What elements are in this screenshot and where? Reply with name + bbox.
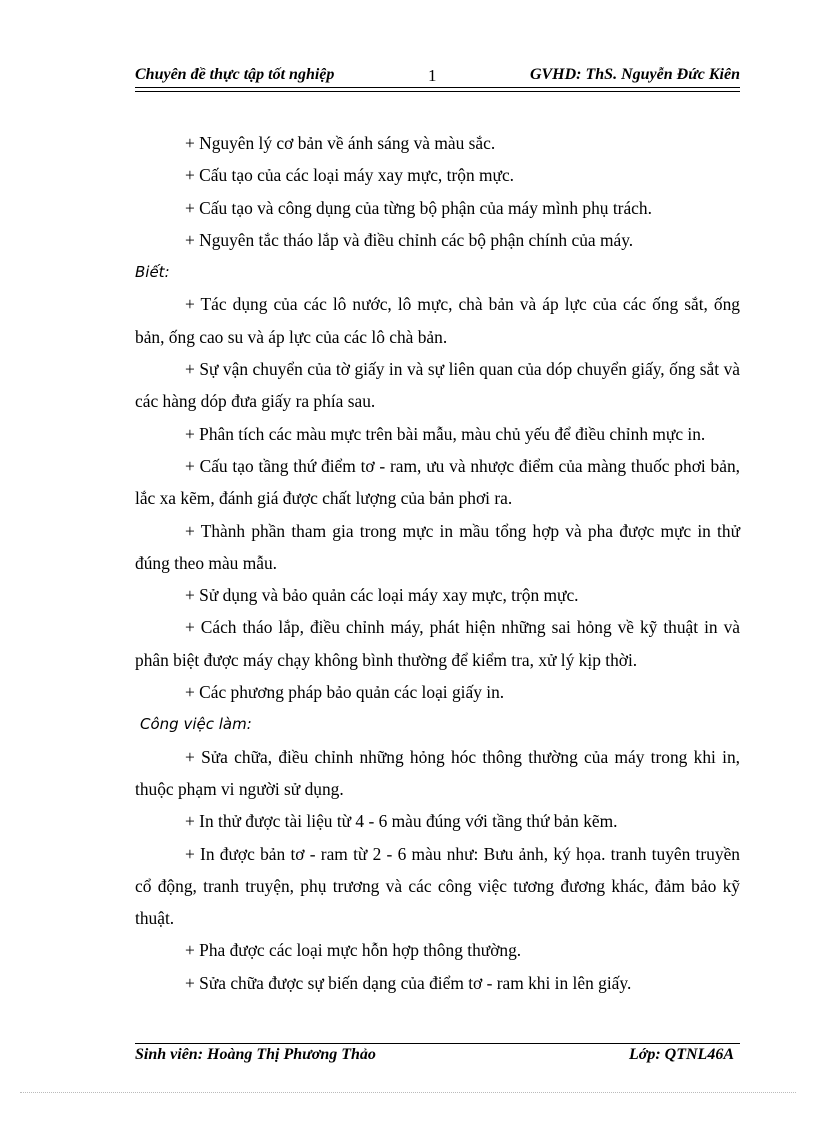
paragraph-item: + Cấu tạo và công dụng của từng bộ phận của máy mình phụ trách.	[185, 197, 652, 218]
paragraph-item: + Sử dụng và bảo quản các loại máy xay mực, trộn mực.	[185, 585, 579, 606]
paragraph-item: + Pha được các loại mực hỗn hợp thông thường.	[185, 940, 522, 961]
document-body	[135, 127, 740, 999]
paragraph-item: + In được bản tơ - ram từ 2 - 6 màu như: Bưu ảnh, ký họa. tranh tuyên truyền cổ động, tranh truyện, phụ trương và các công việc tương đương khác, đảm bảo kỹ thuật.	[135, 843, 740, 929]
section-label-biet: Biết:	[135, 263, 170, 282]
header-advisor: GVHD: ThS. Nguyễn Đức Kiên	[529, 66, 740, 83]
paragraph-item: + Tác dụng của các lô nước, lô mực, chà bản và áp lực của các ống sắt, ống bản, ống cao su và áp lực của các lô chà bản.	[135, 294, 740, 347]
page-number: 1	[428, 66, 437, 85]
footer-class: Lớp: QTNL46A	[628, 1046, 734, 1063]
paragraph-item: + Sự vận chuyển của tờ giấy in và sự liên quan của dóp chuyển giấy, ống sắt và các hàng dóp đưa giấy ra phía sau.	[135, 359, 740, 412]
paragraph-item: + Sửa chữa được sự biến dạng của điểm tơ - ram khi in lên giấy.	[185, 972, 632, 993]
paragraph-item: + Sửa chữa, điều chỉnh những hỏng hóc thông thường của máy trong khi in, thuộc phạm vi người sử dụng.	[135, 746, 740, 799]
paragraph-item: + Cấu tạo của các loại máy xay mực, trộn mực.	[185, 165, 515, 186]
footer-rule	[135, 1043, 740, 1044]
paragraph-item: + Thành phần tham gia trong mực in mầu tổng hợp và pha được mực in thử đúng theo màu mẫu.	[135, 520, 740, 573]
paragraph-item: + Nguyên tắc tháo lắp và điều chỉnh các bộ phận chính của máy.	[185, 229, 634, 250]
header-title: Chuyên đề thực tập tốt nghiệp	[135, 66, 335, 83]
footer-student: Sinh viên: Hoàng Thị Phương Thảo	[135, 1046, 376, 1063]
paragraph-item: + Nguyên lý cơ bản về ánh sáng và màu sắc.	[185, 133, 496, 153]
paragraph-item: + Phân tích các màu mực trên bài mẫu, màu chủ yếu để điều chỉnh mực in.	[185, 423, 706, 444]
page-edge-divider	[20, 1092, 796, 1093]
paragraph-item: + Các phương pháp bảo quản các loại giấy in.	[185, 682, 505, 703]
paragraph-item: + Cách tháo lắp, điều chỉnh máy, phát hiện những sai hỏng về kỹ thuật in và phân biệt được máy chạy không bình thường để kiểm tra, xử lý kịp thời.	[135, 617, 740, 670]
paragraph-item: + Cấu tạo tầng thứ điểm tơ - ram, ưu và nhược điểm của màng thuốc phơi bản, lắc xa kẽm, đánh giá được chất lượng của bản phơi ra.	[135, 455, 740, 509]
header-rule	[135, 87, 740, 92]
section-label-cong-viec: Công việc làm:	[140, 715, 252, 734]
paragraph-item: + In thử được tài liệu từ 4 - 6 màu đúng với tầng thứ bản kẽm.	[185, 811, 618, 832]
